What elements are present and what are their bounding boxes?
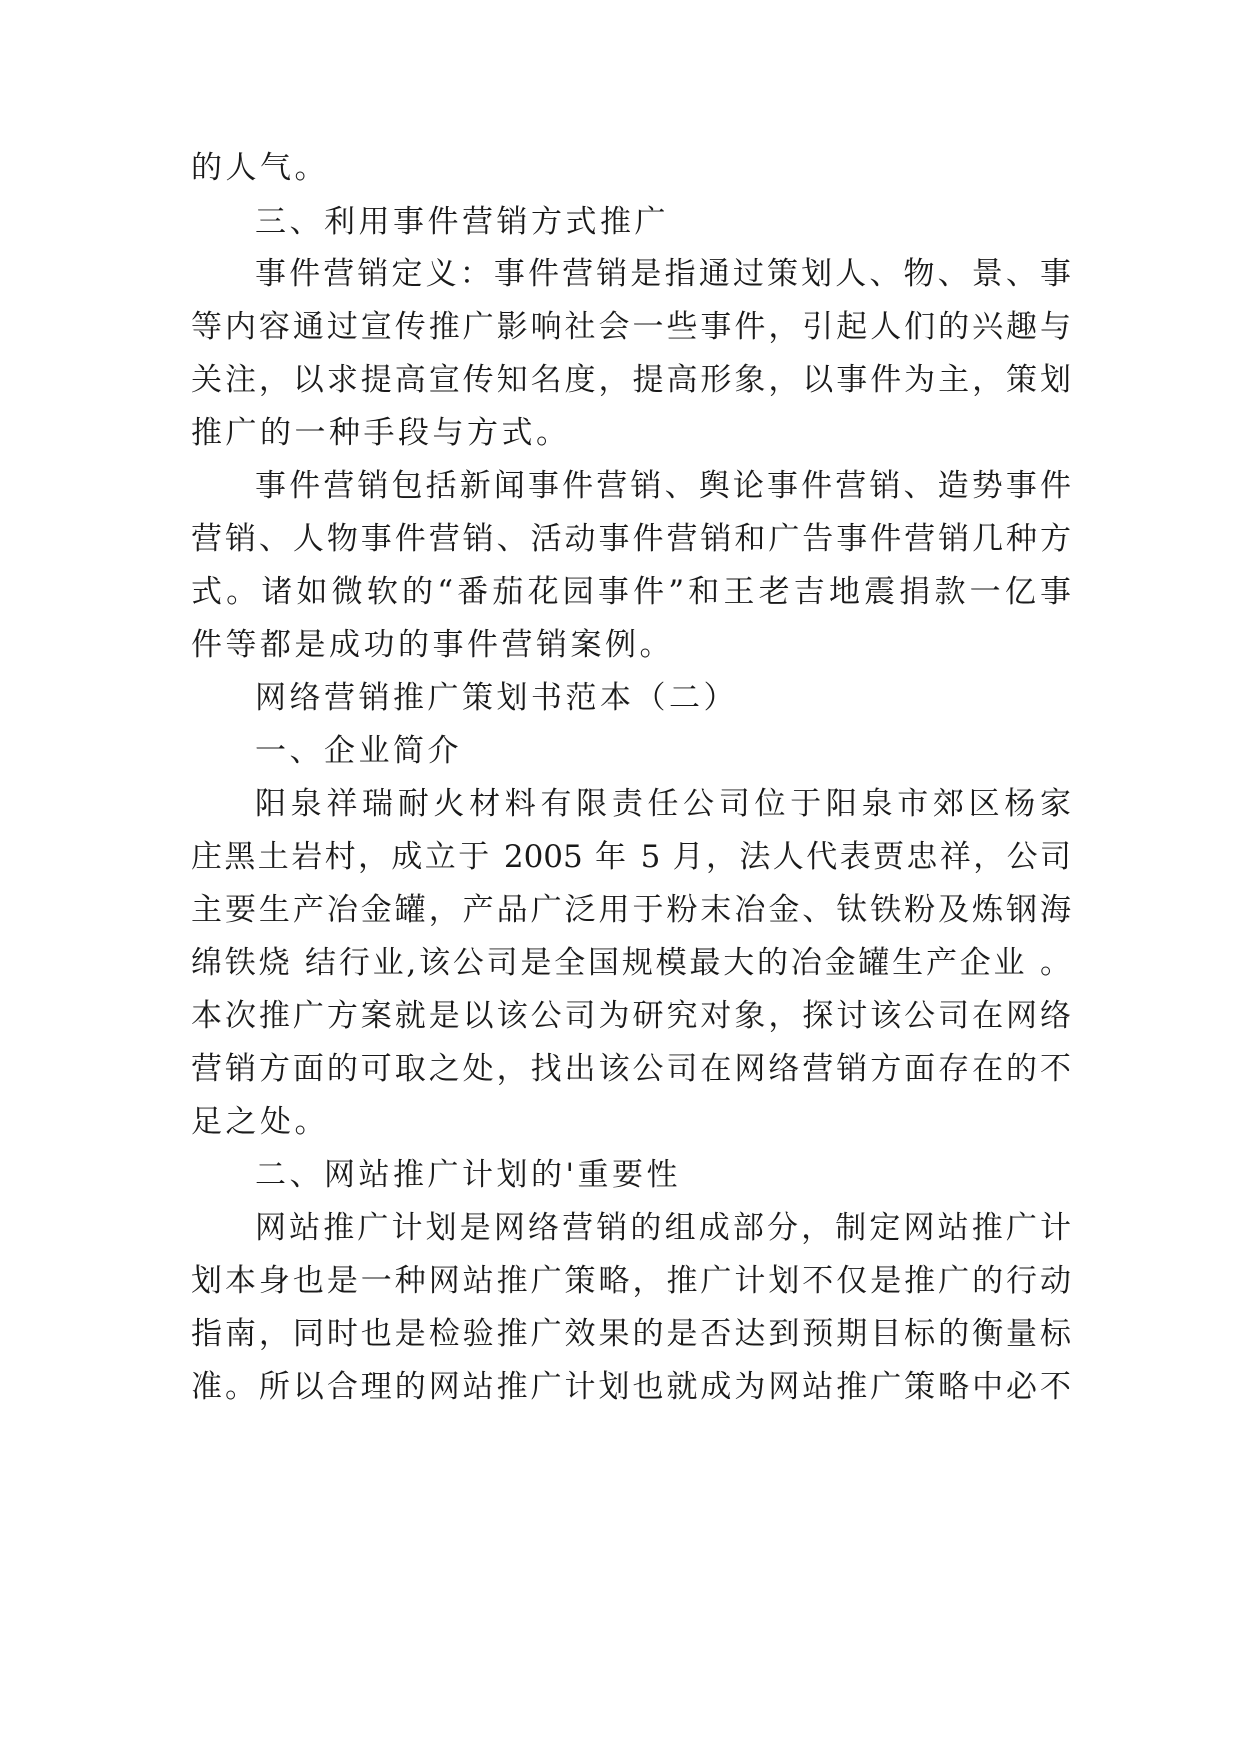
text-line: 营销、人物事件营销、活动事件营销和广告事件营销几种方 xyxy=(191,521,1071,557)
text-line: 件等都是成功的事件营销案例。 xyxy=(191,627,674,663)
section-heading: 三、利用事件营销方式推广 xyxy=(255,204,669,240)
text-line: 的人气。 xyxy=(191,150,329,186)
text-line: 事件营销包括新闻事件营销、舆论事件营销、造势事件 xyxy=(255,468,1071,504)
section-heading: 网络营销推广策划书范本（二） xyxy=(255,680,738,716)
section-heading: 一、企业简介 xyxy=(255,733,462,769)
text-line: 绵铁烧 结行业,该公司是全国规模最大的冶金罐生产企业 。 xyxy=(191,945,1071,981)
text-line: 关注，以求提高宣传知名度，提高形象，以事件为主，策划 xyxy=(191,362,1071,398)
text-line: 等内容通过宣传推广影响社会一些事件，引起人们的兴趣与 xyxy=(191,309,1071,345)
text-line: 阳泉祥瑞耐火材料有限责任公司位于阳泉市郊区杨家 xyxy=(255,786,1071,822)
text-line: 式。诸如微软的“番茄花园事件”和王老吉地震捐款一亿事 xyxy=(191,574,1071,610)
text-line: 准。所以合理的网站推广计划也就成为网站推广策略中必不 xyxy=(191,1369,1071,1405)
section-heading: 二、网站推广计划的'重要性 xyxy=(255,1157,682,1193)
text-line: 本次推广方案就是以该公司为研究对象，探讨该公司在网络 xyxy=(191,998,1071,1034)
text-line: 足之处。 xyxy=(191,1104,329,1140)
text-line: 划本身也是一种网站推广策略，推广计划不仅是推广的行动 xyxy=(191,1263,1071,1299)
text-line: 主要生产冶金罐，产品广泛用于粉末冶金、钛铁粉及炼钢海 xyxy=(191,892,1071,928)
text-line: 指南，同时也是检验推广效果的是否达到预期目标的衡量标 xyxy=(191,1316,1071,1352)
text-line: 网站推广计划是网络营销的组成部分，制定网站推广计 xyxy=(255,1210,1071,1246)
text-line: 营销方面的可取之处，找出该公司在网络营销方面存在的不 xyxy=(191,1051,1071,1087)
text-line: 庄黑土岩村，成立于 2005 年 5 月，法人代表贾忠祥，公司 xyxy=(191,839,1071,875)
text-line: 推广的一种手段与方式。 xyxy=(191,415,571,451)
text-line: 事件营销定义：事件营销是指通过策划人、物、景、事 xyxy=(255,256,1071,292)
